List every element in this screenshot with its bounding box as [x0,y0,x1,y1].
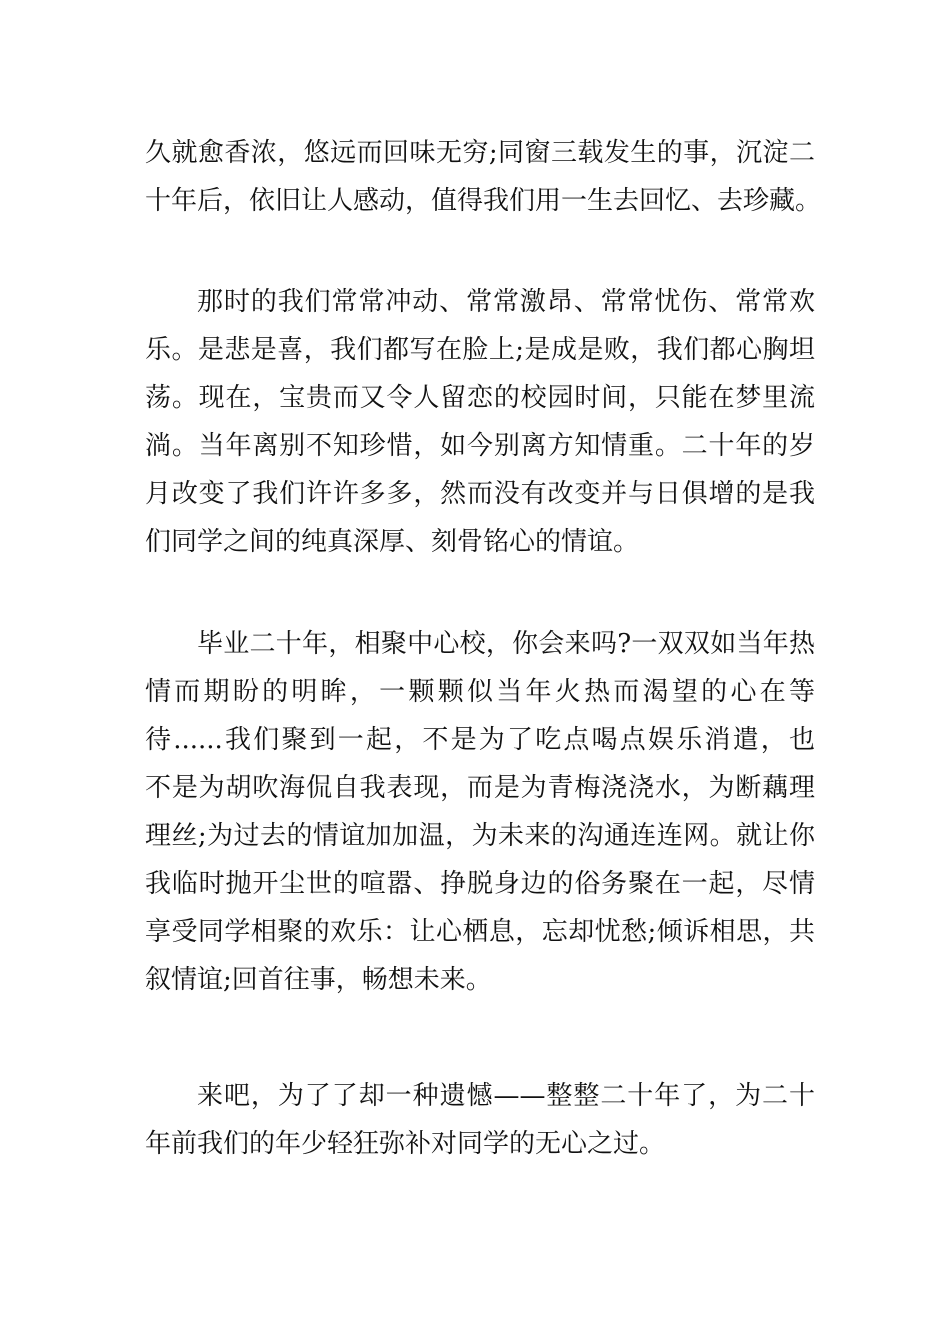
paragraph-2-line-1: 那时的我们常常冲动、常常激昂、常常忧伤、常常欢 [197,287,815,317]
paragraph-1-line-2: 十年后，依旧让人感动，值得我们用一生去回忆、去珍藏。 [145,186,822,216]
paragraph-3-line-7: 享受同学相聚的欢乐：让心栖息，忘却忧愁;倾诉相思，共 [145,917,815,947]
paragraph-2-line-2: 乐。是悲是喜，我们都写在脸上;是成是败，我们都心胸坦 [145,335,815,365]
paragraph-3-line-5: 理丝;为过去的情谊加加温，为未来的沟通连连网。就让你 [145,821,815,851]
paragraph-2-line-3: 荡。现在，宝贵而又令人留恋的校园时间，只能在梦里流 [145,383,815,413]
paragraph-3-line-4: 不是为胡吹海侃自我表现，而是为青梅浇浇水，为断藕理 [145,773,815,803]
paragraph-4-line-1: 来吧，为了了却一种遗憾——整整二十年了，为二十 [197,1081,815,1111]
paragraph-3-line-8: 叙情谊;回首往事，畅想未来。 [145,965,492,995]
paragraph-3-line-3: 待......我们聚到一起，不是为了吃点喝点娱乐消遣，也 [145,725,815,755]
paragraph-3-line-1: 毕业二十年，相聚中心校，你会来吗?一双双如当年热 [197,629,815,659]
paragraph-1-line-1: 久就愈香浓，悠远而回味无穷;同窗三载发生的事，沉淀二 [145,138,815,168]
paragraph-4-line-2: 年前我们的年少轻狂弥补对同学的无心之过。 [145,1129,666,1159]
paragraph-2-line-5: 月改变了我们许许多多，然而没有改变并与日俱增的是我 [145,479,815,509]
paragraph-2-line-6: 们同学之间的纯真深厚、刻骨铭心的情谊。 [145,527,640,557]
paragraph-3-line-2: 情而期盼的明眸，一颗颗似当年火热而渴望的心在等 [145,677,815,707]
paragraph-3-line-6: 我临时抛开尘世的喧嚣、挣脱身边的俗务聚在一起，尽情 [145,869,815,899]
paragraph-2-line-4: 淌。当年离别不知珍惜，如今别离方知情重。二十年的岁 [145,431,815,461]
